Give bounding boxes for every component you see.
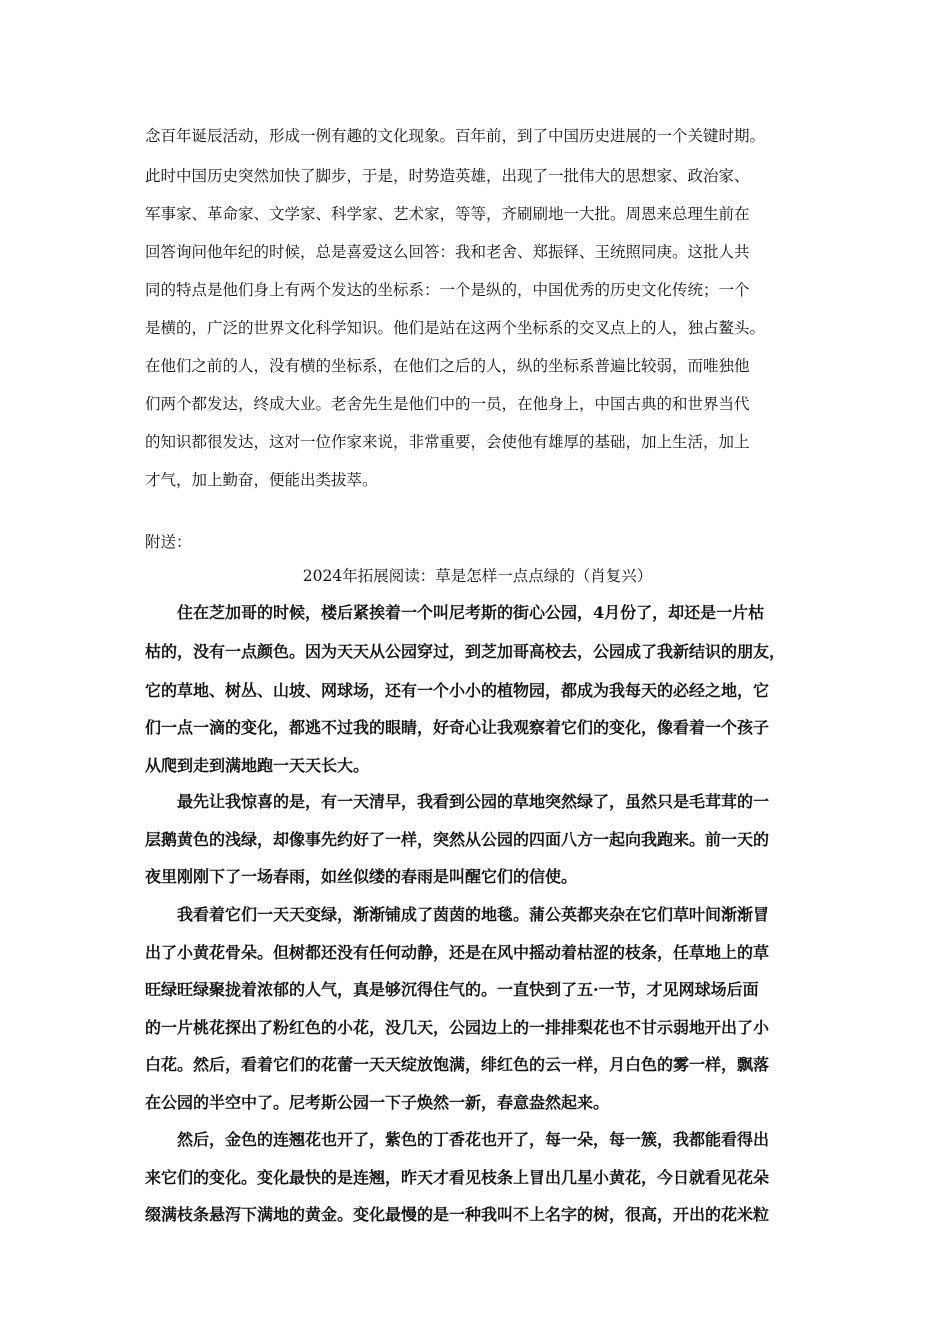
text-line: 们一点一滴的变化，都逃不过我的眼睛，好奇心让我观察着它们的变化，像看着一个孩子: [145, 718, 770, 737]
appendix-label: 附送：: [145, 533, 192, 551]
text-line: 出了小黄花骨朵。但树都还没有任何动静，还是在风中摇动着枯涩的枝条，任草地上的草: [145, 943, 770, 962]
text-line: 军事家、革命家、文学家、科学家、艺术家，等等，齐刷刷地一大批。周恩来总理生前在: [145, 205, 750, 223]
text-line: 才气，加上勤奋，便能出类拔萃。: [145, 471, 378, 489]
paragraph-first-line: 然后，金色的连翘花也开了，紫色的丁香花也开了，每一朵，每一簇，我都能看得出: [177, 1130, 770, 1149]
text-line: 回答询问他年纪的时候，总是喜爱这么回答：我和老舍、郑振铎、王统照同庚。这批人共: [145, 243, 750, 261]
text-line: 们两个都发达，终成大业。老舍先生是他们中的一员，在他身上，中国古典的和世界当代: [145, 395, 750, 413]
text-line: 从爬到走到满地跑一天天长大。: [145, 756, 370, 775]
text-line: 夜里刚刚下了一场春雨，如丝似缕的春雨是叫醒它们的信使。: [145, 867, 578, 886]
text-line: 缀满枝条悬泻下满地的黄金。变化最慢的是一种我叫不上名字的树，很高，开出的花米粒: [145, 1205, 770, 1224]
text-line: 的知识都很发达，这对一位作家来说，非常重要，会使他有雄厚的基础，加上生活，加上: [145, 433, 750, 451]
text-line: 层鹅黄色的浅绿，却像事先约好了一样，突然从公园的四面八方一起向我跑来。前一天的: [145, 830, 770, 849]
text-line: 在他们之前的人，没有横的坐标系，在他们之后的人，纵的坐标系普遍比较弱，而唯独他: [145, 357, 750, 375]
paragraph-first-line: 住在芝加哥的时候，楼后紧挨着一个叫尼考斯的街心公园，4月份了，却还是一片枯: [177, 603, 765, 622]
paragraph-first-line: 最先让我惊喜的是，有一天清早，我看到公园的草地突然绿了，虽然只是毛茸茸的一: [177, 792, 770, 811]
text-line: 白花。然后，看着它们的花蕾一天天绽放饱满，绯红色的云一样，月白色的雾一样，飘落: [145, 1055, 770, 1074]
text-line: 念百年诞辰活动，形成一例有趣的文化现象。百年前，到了中国历史进展的一个关键时期。: [145, 127, 766, 145]
reading-title: 2024年拓展阅读：草是怎样一点点绿的（肖复兴）: [302, 567, 653, 585]
text-line: 它的草地、树丛、山坡、网球场，还有一个小小的植物园，都成为我每天的必经之地，它: [145, 681, 770, 700]
text-line: 的一片桃花探出了粉红色的小花，没几天，公园边上的一排排梨花也不甘示弱地开出了小: [145, 1018, 770, 1037]
paragraph-first-line: 我看着它们一天天变绿，渐渐铺成了茵茵的地毯。蒲公英都夹杂在它们草叶间渐渐冒: [177, 905, 770, 924]
text-line: 来它们的变化。变化最快的是连翘，昨天才看见枝条上冒出几星小黄花，今日就看见花朵: [145, 1168, 770, 1187]
text-line: 此时中国历史突然加快了脚步，于是，时势造英雄，出现了一批伟大的思想家、政治家、: [145, 167, 750, 185]
text-line: 在公园的半空中了。尼考斯公园一下子焕然一新，春意盎然起来。: [145, 1093, 610, 1112]
text-line: 是横的，广泛的世界文化科学知识。他们是站在这两个坐标系的交叉点上的人，独占鳌头。: [145, 319, 766, 337]
text-line: 枯的，没有一点颜色。因为天天从公园穿过，到芝加哥高校去，公园成了我新结识的朋友，: [145, 642, 786, 661]
text-line: 旺绿旺绿聚拢着浓郁的人气，真是够沉得住气的。一直快到了五·一节，才见网球场后面: [145, 980, 759, 999]
text-line: 同的特点是他们身上有两个发达的坐标系：一个是纵的，中国优秀的历史文化传统；一个: [145, 281, 750, 299]
